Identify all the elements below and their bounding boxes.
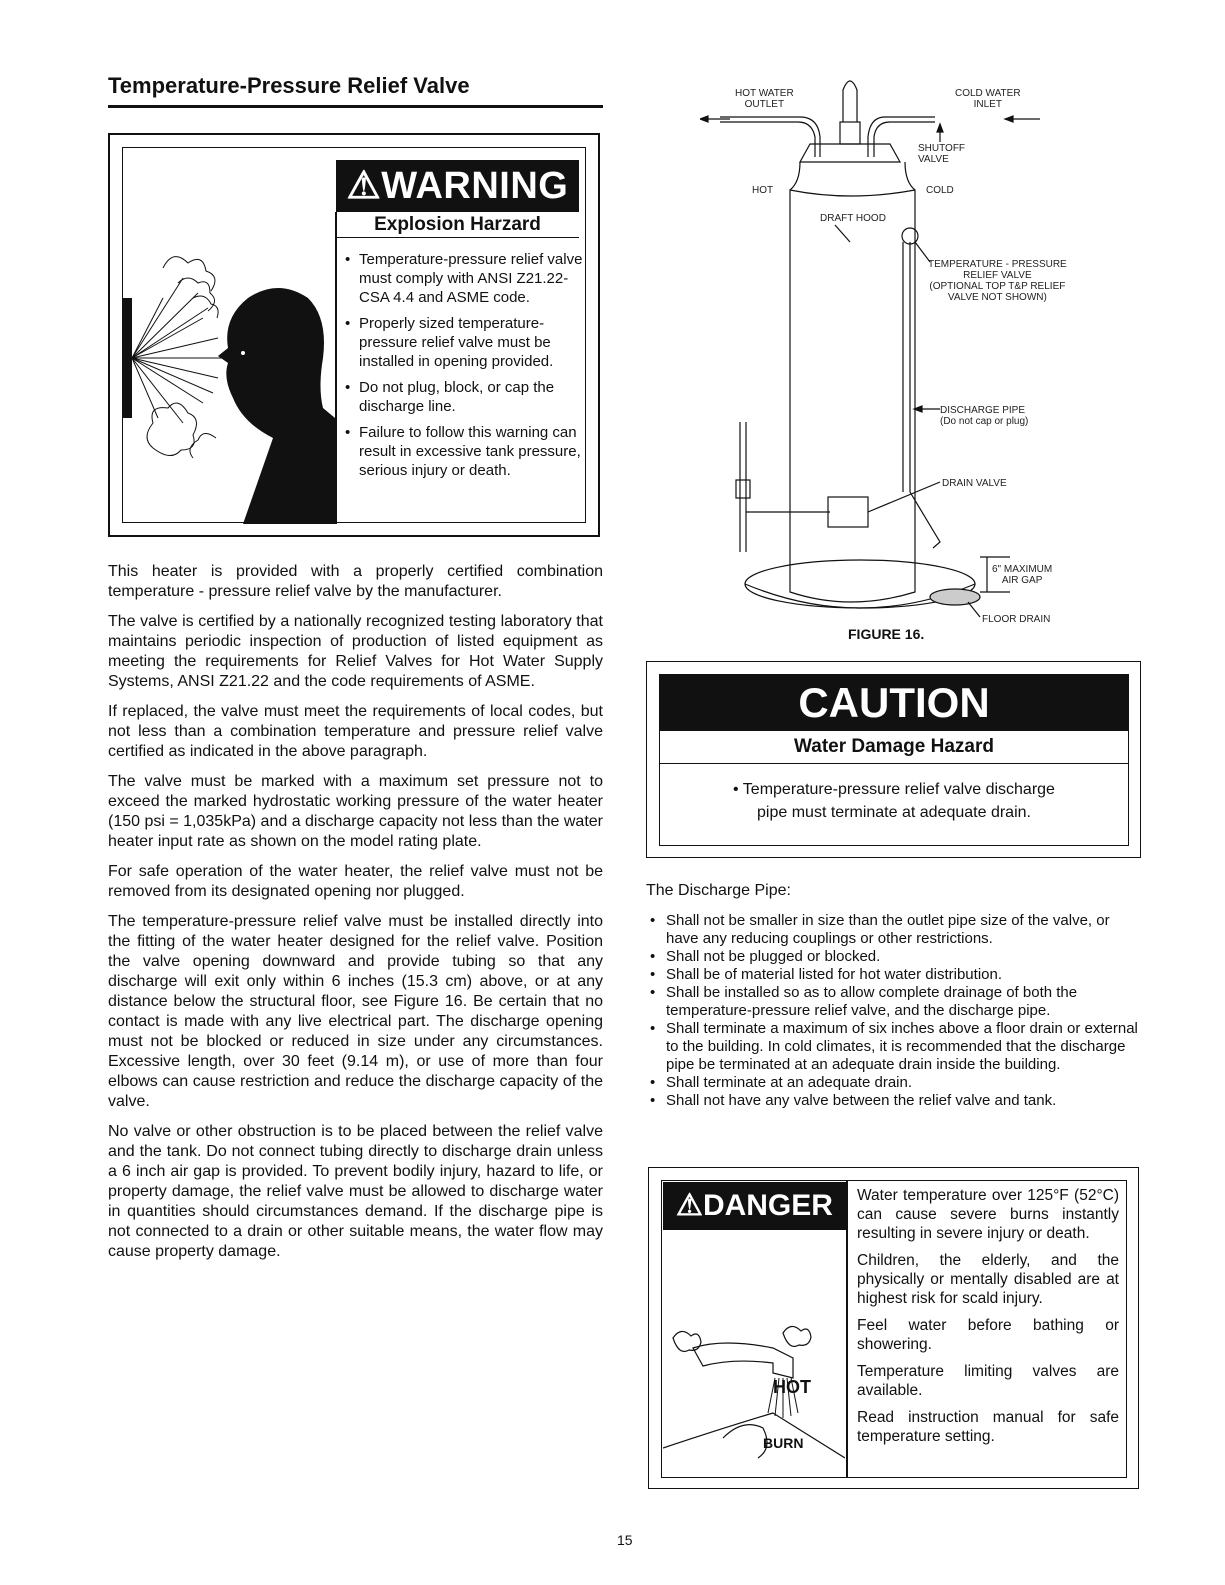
label-discharge-pipe	[940, 405, 1028, 427]
warning-item: • Properly sized temperature-pressure relief valve must be installed in opening provided.	[341, 314, 586, 371]
warning-banner: ⚠WARNING	[336, 160, 579, 212]
label-floor-drain: FLOOR DRAIN	[982, 614, 1051, 625]
label-text: VALVE	[918, 154, 949, 165]
list-item: • Shall not be plugged or blocked.	[648, 948, 1143, 966]
caution-box	[646, 661, 1141, 858]
list-item: • Shall terminate at an adequate drain.	[648, 1074, 1143, 1092]
caution-line: • Temperature-pressure relief valve discharge	[733, 781, 1055, 798]
label-cold: COLD	[926, 185, 954, 196]
label-text: HOT WATER	[735, 88, 794, 99]
label-text: COLD WATER	[955, 88, 1021, 99]
label-draft-hood: DRAFT HOOD	[820, 213, 886, 224]
label-text: SHUTOFF	[918, 143, 966, 154]
list-item: • Shall be installed so as to allow complete drainage of both the temperature-pressure relief valve, and the discharge pipe.	[648, 984, 1143, 1020]
label-drain-valve: DRAIN VALVE	[942, 478, 1007, 489]
body-paragraph: The valve is certified by a nationally recognized testing laboratory that maintains periodic inspection of production of listed equipment as meeting the requirements for Relief Valves for Hot Water Supply Systems, ANSI Z21.22 and the code requirements of ASME.	[108, 613, 603, 690]
caution-subtitle: Water Damage Hazard	[659, 731, 1129, 764]
label-text: AIR GAP	[1001, 575, 1043, 586]
body-paragraph: For safe operation of the water heater, the relief valve must not be removed from its designated opening nor plugged.	[108, 863, 603, 900]
label-hot: HOT	[752, 185, 774, 196]
warning-item: • Do not plug, block, or cap the discharge line.	[341, 378, 586, 416]
label-text: DISCHARGE PIPE	[940, 405, 1026, 416]
label-cold-water-inlet	[955, 88, 1021, 110]
body-paragraph: The temperature-pressure relief valve must be installed directly into the fitting of the water heater designed for the relief valve. Position the valve opening downward and provide tubing so that any discharge will exit only within 6 inches (15.3 cm) above, or at any distance below the structural floor, see Figure 16. Be certain that no contact is made with any live electrical part. The discharge opening must not be blocked or reduced in size under any circumstances. Excessive length, over 30 feet (9.14 m), or use of more than four elbows can cause restriction and reduce the discharge capacity of the valve.	[108, 913, 603, 1110]
danger-paragraph: Feel water before bathing or showering.	[857, 1317, 1119, 1353]
caution-line: pipe must terminate at adequate drain.	[757, 804, 1031, 821]
label-tp-relief-valve	[928, 259, 1067, 303]
body-paragraph: If replaced, the valve must meet the requirements of local codes, but not less than a combination temperature and pressure relief valve certified as indicated in the above paragraph.	[108, 703, 603, 760]
label-text: (OPTIONAL TOP T&P RELIEF	[929, 281, 1066, 292]
caution-text	[659, 764, 1129, 846]
body-paragraph: This heater is provided with a properly certified combination temperature - pressure relief valve by the manufacturer.	[108, 563, 603, 600]
scald-hazard-icon	[663, 1318, 845, 1468]
label-air-gap	[992, 564, 1052, 586]
label-text: INLET	[973, 99, 1002, 110]
list-item: • Shall not be smaller in size than the outlet pipe size of the valve, or have any reducing couplings or other restrictions.	[648, 912, 1143, 948]
body-text	[108, 562, 603, 1272]
danger-banner: ⚠DANGER	[663, 1182, 846, 1230]
label-hot-water-outlet	[735, 88, 794, 110]
warning-list	[341, 250, 586, 487]
warning-subtitle: Explosion Harzard	[336, 214, 579, 238]
danger-text	[857, 1186, 1119, 1454]
label-text: OUTLET	[744, 99, 785, 110]
danger-divider	[846, 1180, 848, 1478]
label-text: VALVE NOT SHOWN)	[947, 292, 1047, 303]
body-paragraph: The valve must be marked with a maximum set pressure not to exceed the marked hydrostatic working pressure of the water heater (150 psi = 1,035kPa) and a discharge capacity not less than the water heater input rate as shown on the model rating plate.	[108, 773, 603, 850]
warning-divider	[335, 212, 337, 524]
label-shutoff-valve	[918, 143, 965, 165]
list-item: • Shall not have any valve between the relief valve and tank.	[648, 1092, 1143, 1110]
list-item: • Shall terminate a maximum of six inches above a floor drain or external to the building. In cold climates, it is recommended that the discharge pipe be terminated at an adequate drain inside the building.	[648, 1020, 1143, 1074]
page-number: 15	[617, 1532, 633, 1548]
warning-inner-frame	[122, 147, 586, 523]
danger-paragraph: Water temperature over 125°F (52°C) can cause severe burns instantly resulting in severe injury or death.	[857, 1187, 1119, 1242]
label-text: (Do not cap or plug)	[940, 416, 1029, 427]
hot-sign-text: HOT	[773, 1377, 811, 1397]
warning-item: • Failure to follow this warning can result in excessive tank pressure, serious injury or death.	[341, 423, 586, 480]
caution-banner: CAUTION	[659, 674, 1129, 731]
label-text: TEMPERATURE - PRESSURE	[928, 259, 1067, 270]
water-heater-diagram	[700, 72, 1120, 627]
discharge-pipe-heading: The Discharge Pipe:	[646, 882, 791, 899]
discharge-pipe-list	[648, 912, 1143, 1110]
warning-box	[108, 133, 600, 537]
list-item: • Shall be of material listed for hot water distribution.	[648, 966, 1143, 984]
burn-sign-text: BURN	[763, 1435, 804, 1451]
label-text: RELIEF VALVE	[963, 270, 1032, 281]
danger-paragraph: Children, the elderly, and the physically or mentally disabled are at highest risk for scald injury.	[857, 1252, 1119, 1307]
danger-paragraph: Read instruction manual for safe temperature setting.	[857, 1409, 1119, 1445]
danger-paragraph: Temperature limiting valves are available.	[857, 1363, 1119, 1399]
warning-item: • Temperature-pressure relief valve must comply with ANSI Z21.22-CSA 4.4 and ASME code.	[341, 250, 586, 307]
section-title: Temperature-Pressure Relief Valve	[108, 73, 603, 108]
body-paragraph: No valve or other obstruction is to be placed between the relief valve and the tank. Do not connect tubing directly to discharge drain unless a 6 inch air gap is provided. To prevent bodily injury, hazard to life, or property damage, the relief valve must be allowed to discharge water in quantities should circumstances demand. If the discharge pipe is not connected to a drain or other suitable means, the water flow may cause property damage.	[108, 1123, 603, 1260]
explosion-hazard-icon	[123, 238, 335, 524]
label-text: 6" MAXIMUM	[992, 564, 1053, 575]
danger-box	[648, 1167, 1139, 1489]
figure-caption: FIGURE 16.	[848, 626, 925, 642]
